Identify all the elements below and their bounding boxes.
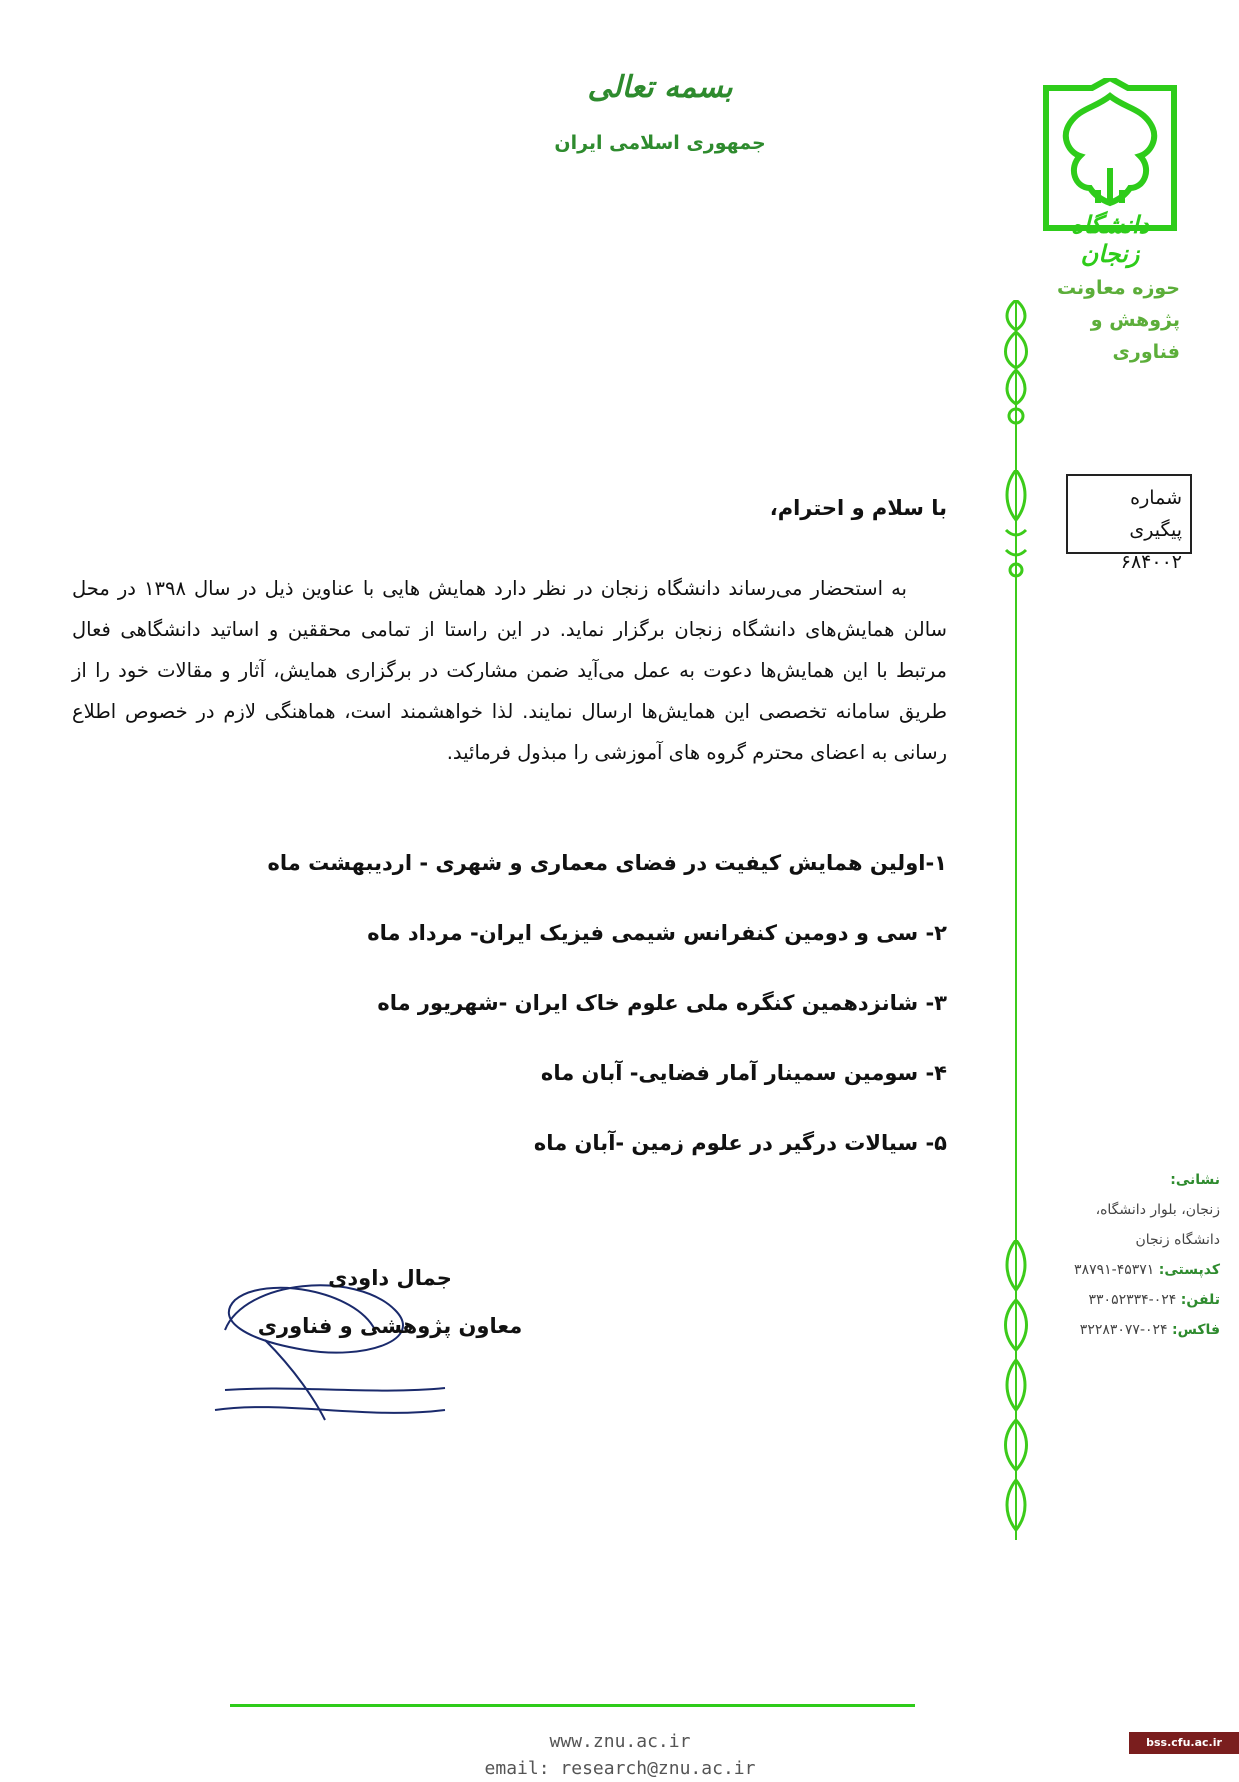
tracking-number-box: [1066, 474, 1192, 573]
department: [1020, 272, 1180, 368]
postal-label: کدپستی:: [1158, 1262, 1220, 1278]
tracking-label: شماره پیگیری: [1129, 487, 1182, 541]
address-label: نشانی:: [1170, 1172, 1220, 1188]
phone-value: ۰۲۴-۳۳۰۵۲۳۳۴: [1088, 1292, 1177, 1308]
website: www.znu.ac.ir: [549, 1731, 691, 1752]
watermark: bss.cfu.ac.ir: [1129, 1732, 1239, 1754]
ornament-icon: [1000, 300, 1032, 430]
list-item: ۲- سی و دومین کنفرانس شیمی فیزیک ایران- مرداد ماه: [367, 921, 947, 945]
greeting: با سلام و احترام،: [769, 496, 947, 520]
tracking-number: ۶۸۴۰۰۲: [1120, 551, 1182, 573]
address-line-2: دانشگاه زنجان: [1135, 1232, 1220, 1248]
event-list: [47, 846, 947, 1196]
footer: [430, 1728, 810, 1782]
footer-divider: [230, 1704, 915, 1707]
fax-label: فاکس:: [1172, 1322, 1220, 1338]
postal-code: [1010, 1255, 1220, 1285]
email: email: research@znu.ac.ir: [484, 1758, 756, 1779]
invocation: بسمه تعالی: [587, 70, 733, 105]
country-name: جمهوری اسلامی ایران: [554, 132, 766, 154]
phone: [1010, 1285, 1220, 1315]
department-line-1: حوزه معاونت: [1056, 277, 1180, 299]
signer-title: معاون پژوهشی و فناوری: [257, 1314, 523, 1338]
fax-value: ۰۲۴-۳۲۲۸۳۰۷۷: [1079, 1322, 1168, 1338]
signer-block: [250, 1254, 530, 1350]
list-item: ۱-اولین همایش کیفیت در فضای معماری و شهری - اردیبهشت ماه: [267, 851, 947, 875]
letter-body-text: به استحضار می‌رساند دانشگاه زنجان در نظر دارد همایش هایی با عناوین ذیل در سال ۱۳۹۸ در محل سالن همایش‌های دانشگاه زنجان برگزار نماید. در این راستا از تمامی محققین و اساتید دانشگاهی فعال مرتبط با این همایش‌ها دعوت به عمل می‌آید ضمن مشارکت در برگزاری همایش، آثار و مقالات خود را از طریق سامانه تخصصی این همایش‌ها ارسال نمایند. لذا خواهشمند است، هماهنگی لازم در خصوص اطلاع رسانی به اعضای محترم گروه های آموزشی را مبذول فرمائید.: [72, 577, 947, 764]
ornament-icon: [1000, 470, 1032, 580]
list-item: ۴- سومین سمینار آمار فضایی- آبان ماه: [540, 1061, 947, 1085]
postal-value: ۴۵۳۷۱-۳۸۷۹۱: [1074, 1262, 1155, 1278]
list-item: ۵- سیالات درگیر در علوم زمین -آبان ماه: [533, 1131, 947, 1155]
address-block: [1010, 1165, 1220, 1345]
letter-body: [72, 568, 947, 773]
signer-name: جمال داودی: [328, 1266, 452, 1290]
logo-caption: دانشگاه زنجان: [1070, 210, 1150, 268]
department-line-2: پژوهش و فناوری: [1090, 309, 1180, 363]
fax: [1010, 1315, 1220, 1345]
phone-label: تلفن:: [1180, 1292, 1220, 1308]
list-item: ۳- شانزدهمین کنگره ملی علوم خاک ایران -شهریور ماه: [377, 991, 947, 1015]
address-line-1: زنجان، بلوار دانشگاه،: [1095, 1202, 1220, 1218]
